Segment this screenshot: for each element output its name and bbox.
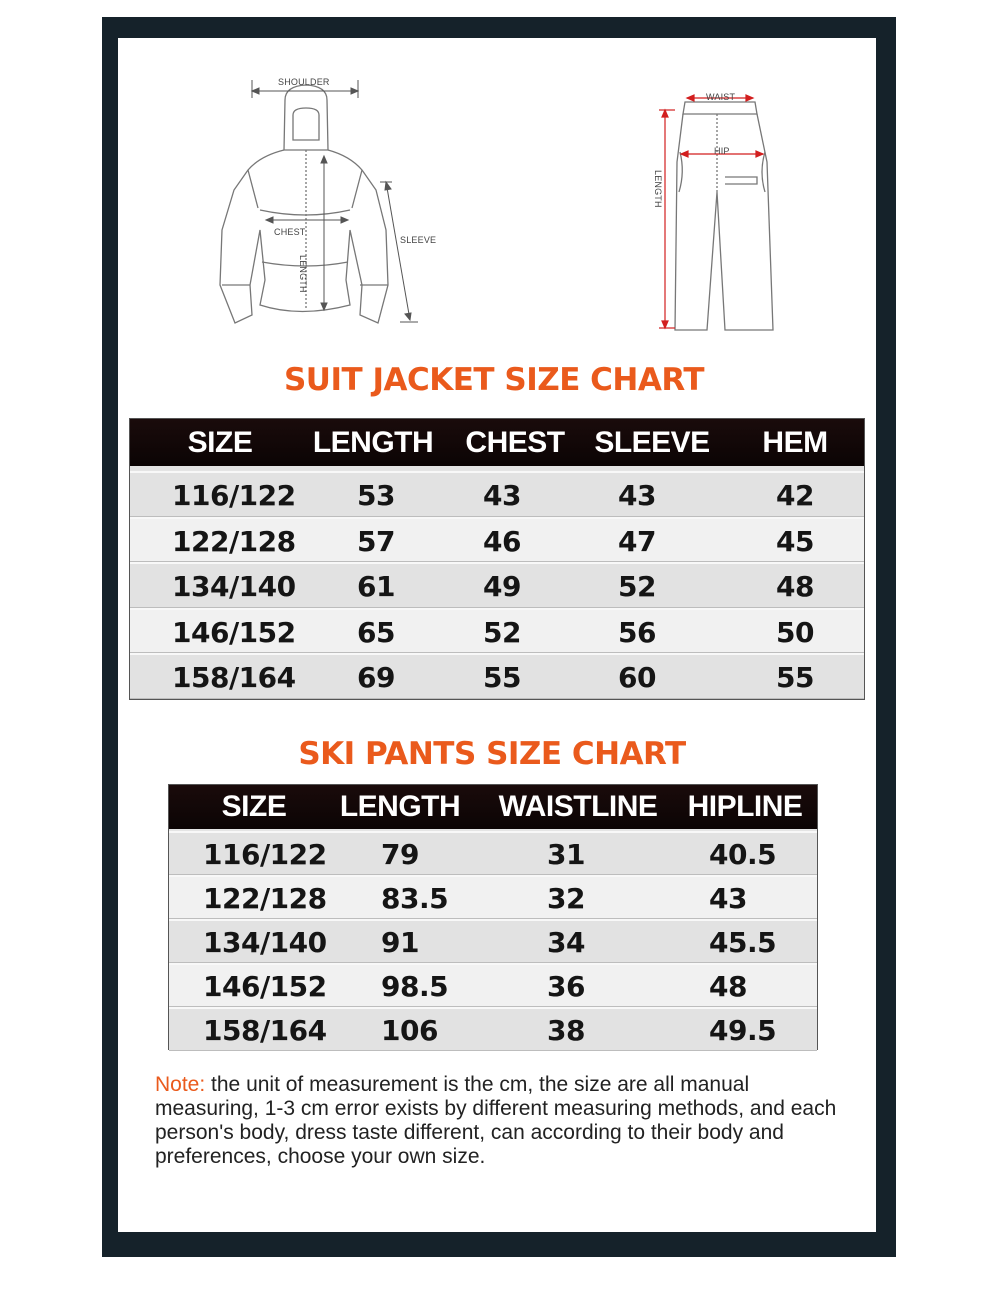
- hip-label: HIP: [714, 146, 730, 156]
- jacket-cell-hem: 42: [776, 479, 814, 512]
- jacket-cell-sleeve: 43: [618, 479, 656, 512]
- jacket-header-chest: CHEST: [465, 426, 565, 459]
- pants-cell-size: 116/122: [203, 838, 327, 871]
- pants-cell-length: 79: [381, 838, 419, 871]
- pants-cell-hipline: 40.5: [709, 838, 777, 871]
- table-row: [130, 562, 864, 608]
- jacket-cell-chest: 55: [483, 661, 521, 695]
- jacket-cell-chest: 52: [483, 615, 521, 649]
- table-row: [169, 963, 817, 1007]
- pants-cell-length: 83.5: [381, 882, 449, 915]
- jacket-diagram: [200, 70, 440, 335]
- pants-chart-title: SKI PANTS SIZE CHART: [298, 736, 686, 772]
- jacket-cell-length: 57: [357, 524, 395, 558]
- pants-cell-hipline: 48: [709, 970, 747, 1003]
- pants-cell-waistline: 31: [547, 838, 585, 871]
- pants-cell-length: 91: [381, 926, 419, 959]
- note-text: the unit of measurement is the cm, the size are all manual measuring, 1-3 cm error exists by different measuring methods, and each person's body, dress taste different, can according to their body and preferences, choose your own size.: [155, 1073, 837, 1168]
- pants-cell-waistline: 38: [547, 1014, 585, 1047]
- pants-cell-waistline: 32: [547, 882, 585, 915]
- jacket-cell-size: 116/122: [172, 479, 296, 512]
- jacket-cell-sleeve: 47: [618, 524, 656, 558]
- pants-cell-hipline: 49.5: [709, 1014, 777, 1047]
- pants-cell-hipline: 45.5: [709, 926, 777, 959]
- note-label: Note:: [155, 1073, 206, 1096]
- pants-cell-hipline: 43: [709, 882, 747, 915]
- jacket-cell-hem: 48: [776, 570, 814, 604]
- pants-diagram: [645, 82, 785, 337]
- jacket-header-size: SIZE: [187, 426, 253, 459]
- pants-cell-length: 98.5: [381, 970, 449, 1003]
- jacket-table-header: [130, 419, 864, 466]
- pants-cell-size: 146/152: [203, 970, 327, 1003]
- pants-header-size: SIZE: [221, 790, 287, 823]
- jacket-cell-sleeve: 56: [618, 615, 656, 649]
- measurement-note: [155, 1073, 855, 1169]
- jacket-cell-length: 69: [357, 661, 395, 695]
- jacket-length-label: LENGTH: [298, 255, 308, 293]
- jacket-cell-sleeve: 60: [618, 661, 656, 695]
- pants-drawing: [645, 82, 785, 337]
- jacket-cell-size: 158/164: [172, 661, 296, 695]
- pants-size-table: [168, 784, 818, 1050]
- pants-cell-size: 134/140: [203, 926, 327, 959]
- pants-header-hipline: HIPLINE: [687, 790, 803, 823]
- jacket-cell-length: 65: [357, 615, 395, 649]
- jacket-cell-size: 122/128: [172, 524, 296, 558]
- pants-table-header: [169, 785, 817, 829]
- table-row: [169, 919, 817, 963]
- table-row: [130, 608, 864, 654]
- jacket-header-sleeve: SLEEVE: [594, 426, 710, 459]
- pants-cell-size: 158/164: [203, 1014, 327, 1047]
- table-row: [130, 471, 864, 517]
- jacket-cell-length: 53: [357, 479, 395, 512]
- pants-cell-waistline: 36: [547, 970, 585, 1003]
- pants-cell-size: 122/128: [203, 882, 327, 915]
- jacket-size-table: [129, 418, 865, 700]
- table-row: [169, 831, 817, 875]
- jacket-cell-chest: 49: [483, 570, 521, 604]
- jacket-header-length: LENGTH: [312, 426, 434, 459]
- pants-length-label: LENGTH: [653, 170, 663, 208]
- jacket-cell-hem: 55: [776, 661, 814, 695]
- jacket-cell-sleeve: 52: [618, 570, 656, 604]
- jacket-header-hem: HEM: [762, 426, 828, 459]
- waist-label: WAIST: [706, 92, 736, 102]
- table-row: [169, 875, 817, 919]
- pants-header-waistline: WAISTLINE: [498, 790, 658, 823]
- jacket-cell-length: 61: [357, 570, 395, 604]
- jacket-cell-hem: 50: [776, 615, 814, 649]
- chest-label: CHEST: [274, 227, 306, 237]
- jacket-chart-title: SUIT JACKET SIZE CHART: [283, 362, 704, 398]
- table-row: [130, 653, 864, 699]
- pants-header-length: LENGTH: [339, 790, 461, 823]
- jacket-cell-chest: 46: [483, 524, 521, 558]
- sleeve-label: SLEEVE: [400, 235, 437, 245]
- shoulder-label: SHOULDER: [278, 77, 330, 87]
- table-row: [169, 1007, 817, 1051]
- jacket-cell-hem: 45: [776, 524, 814, 558]
- table-row: [130, 517, 864, 563]
- pants-cell-waistline: 34: [547, 926, 585, 959]
- pants-cell-length: 106: [381, 1014, 438, 1047]
- jacket-cell-chest: 43: [483, 479, 521, 512]
- jacket-drawing: [200, 70, 440, 335]
- jacket-cell-size: 134/140: [172, 570, 296, 604]
- jacket-cell-size: 146/152: [172, 615, 296, 649]
